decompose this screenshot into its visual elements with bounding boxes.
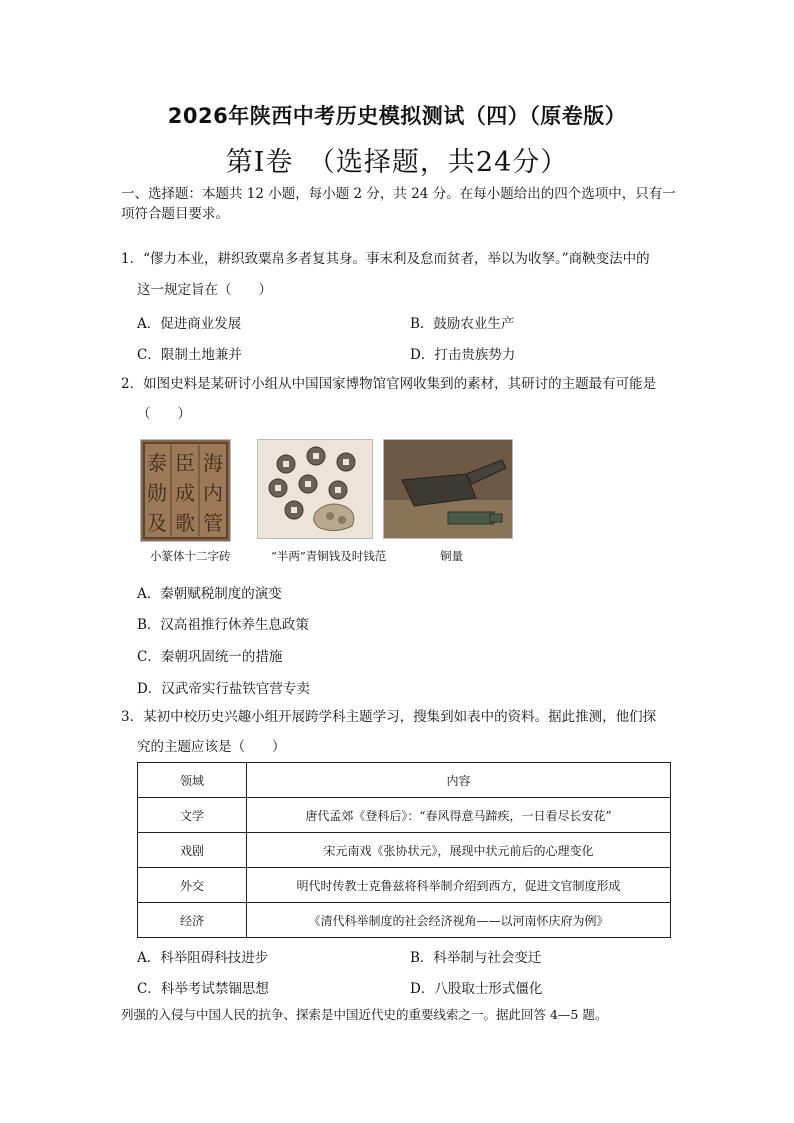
brick-char: 臣 bbox=[175, 451, 195, 475]
q1-option-d: D．打击贵族势力 bbox=[410, 347, 516, 363]
brick-char: 勋 bbox=[147, 481, 167, 505]
brick-char: 海 bbox=[203, 451, 223, 475]
caption-coins: “半两”青铜钱及时钱范 bbox=[271, 549, 387, 563]
table-cell-field: 戏剧 bbox=[138, 833, 247, 868]
section-lead-text: 列强的入侵与中国人民的抗争、探索是中国近代史的重要线索之一。据此回答 4—5 题。 bbox=[121, 1007, 608, 1022]
table-cell-field: 外交 bbox=[138, 868, 247, 903]
q2-stem-line2: （ ） bbox=[137, 406, 191, 422]
q1-option-a: A．促进商业发展 bbox=[137, 316, 242, 332]
q3-option-a: A．科举阻碍科技进步 bbox=[137, 950, 269, 966]
brick-char: 歌 bbox=[175, 511, 195, 535]
bronze-measure-image bbox=[383, 439, 513, 539]
brick-char: 泰 bbox=[147, 451, 167, 475]
q3-stem-line2: 究的主题应该是（ ） bbox=[137, 739, 286, 755]
q3-option-c: C．科举考试禁锢思想 bbox=[137, 981, 269, 997]
brick-char: 管 bbox=[203, 511, 223, 535]
brick-graphic bbox=[141, 440, 230, 541]
q3-option-d: D．八股取士形式僵化 bbox=[410, 981, 543, 997]
q3-option-b: B．科举制与社会变迁 bbox=[410, 950, 542, 966]
coins-image bbox=[257, 439, 373, 539]
q3-table bbox=[137, 762, 671, 938]
table-row bbox=[138, 903, 671, 938]
q1-option-b: B．鼓励农业生产 bbox=[410, 316, 515, 332]
brick-char: 内 bbox=[203, 481, 223, 505]
q3-stem-line1: 3．某初中校历史兴趣小组开展跨学科主题学习，搜集到如表中的资料。据此推测，他们探 bbox=[121, 709, 657, 725]
table-header-row bbox=[138, 763, 671, 798]
brick-image bbox=[140, 439, 231, 542]
q2-option-b: B．汉高祖推行休养生息政策 bbox=[137, 617, 309, 633]
coins-graphic bbox=[258, 440, 372, 538]
caption-brick: 小篆体十二字砖 bbox=[150, 549, 231, 563]
table-header-field: 领域 bbox=[138, 763, 247, 798]
table-row bbox=[138, 798, 671, 833]
q1-option-c: C．限制土地兼并 bbox=[137, 347, 242, 363]
bronze-measure-graphic bbox=[384, 440, 512, 538]
table-row bbox=[138, 868, 671, 903]
q2-option-c: C．秦朝巩固统一的措施 bbox=[137, 649, 283, 665]
q2-option-a: A．秦朝赋税制度的演变 bbox=[137, 586, 282, 602]
page-title: 2026年陕西中考历史模拟测试（四）（原卷版） bbox=[167, 104, 627, 128]
brick-char: 及 bbox=[147, 511, 167, 535]
table-cell-content: 明代时传教士克鲁兹将科举制介绍到西方，促进文官制度形成 bbox=[247, 868, 671, 903]
q2-option-d: D．汉武帝实行盐铁官营专卖 bbox=[137, 681, 310, 697]
caption-measure: 铜量 bbox=[440, 549, 463, 563]
instructions: 一、选择题：本题共 12 小题，每小题 2 分，共 24 分。在每小题给出的四个选项中，只有一项符合题目要求。 bbox=[121, 186, 676, 222]
table-row bbox=[138, 833, 671, 868]
table-cell-field: 文学 bbox=[138, 798, 247, 833]
table-cell-content: 宋元南戏《张协状元》，展现中状元前后的心理变化 bbox=[247, 833, 671, 868]
table-cell-content: 《清代科举制度的社会经济视角——以河南怀庆府为例》 bbox=[247, 903, 671, 938]
q2-stem-line1: 2．如图史料是某研讨小组从中国国家博物馆官网收集到的素材，其研讨的主题最有可能是 bbox=[121, 376, 657, 392]
q1-stem-line1: 1．“僇力本业，耕织致粟帛多者复其身。事末利及怠而贫者，举以为收孥。”商鞅变法中的 bbox=[121, 251, 650, 267]
section-subtitle: 第Ⅰ卷 （选择题，共24分） bbox=[225, 147, 569, 178]
table-cell-field: 经济 bbox=[138, 903, 247, 938]
table-cell-content: 唐代孟郊《登科后》：“春风得意马蹄疾，一日看尽长安花” bbox=[247, 798, 671, 833]
table-header-content: 内容 bbox=[247, 763, 671, 798]
brick-char: 成 bbox=[175, 481, 195, 505]
q1-stem-line2: 这一规定旨在（ ） bbox=[137, 282, 272, 298]
